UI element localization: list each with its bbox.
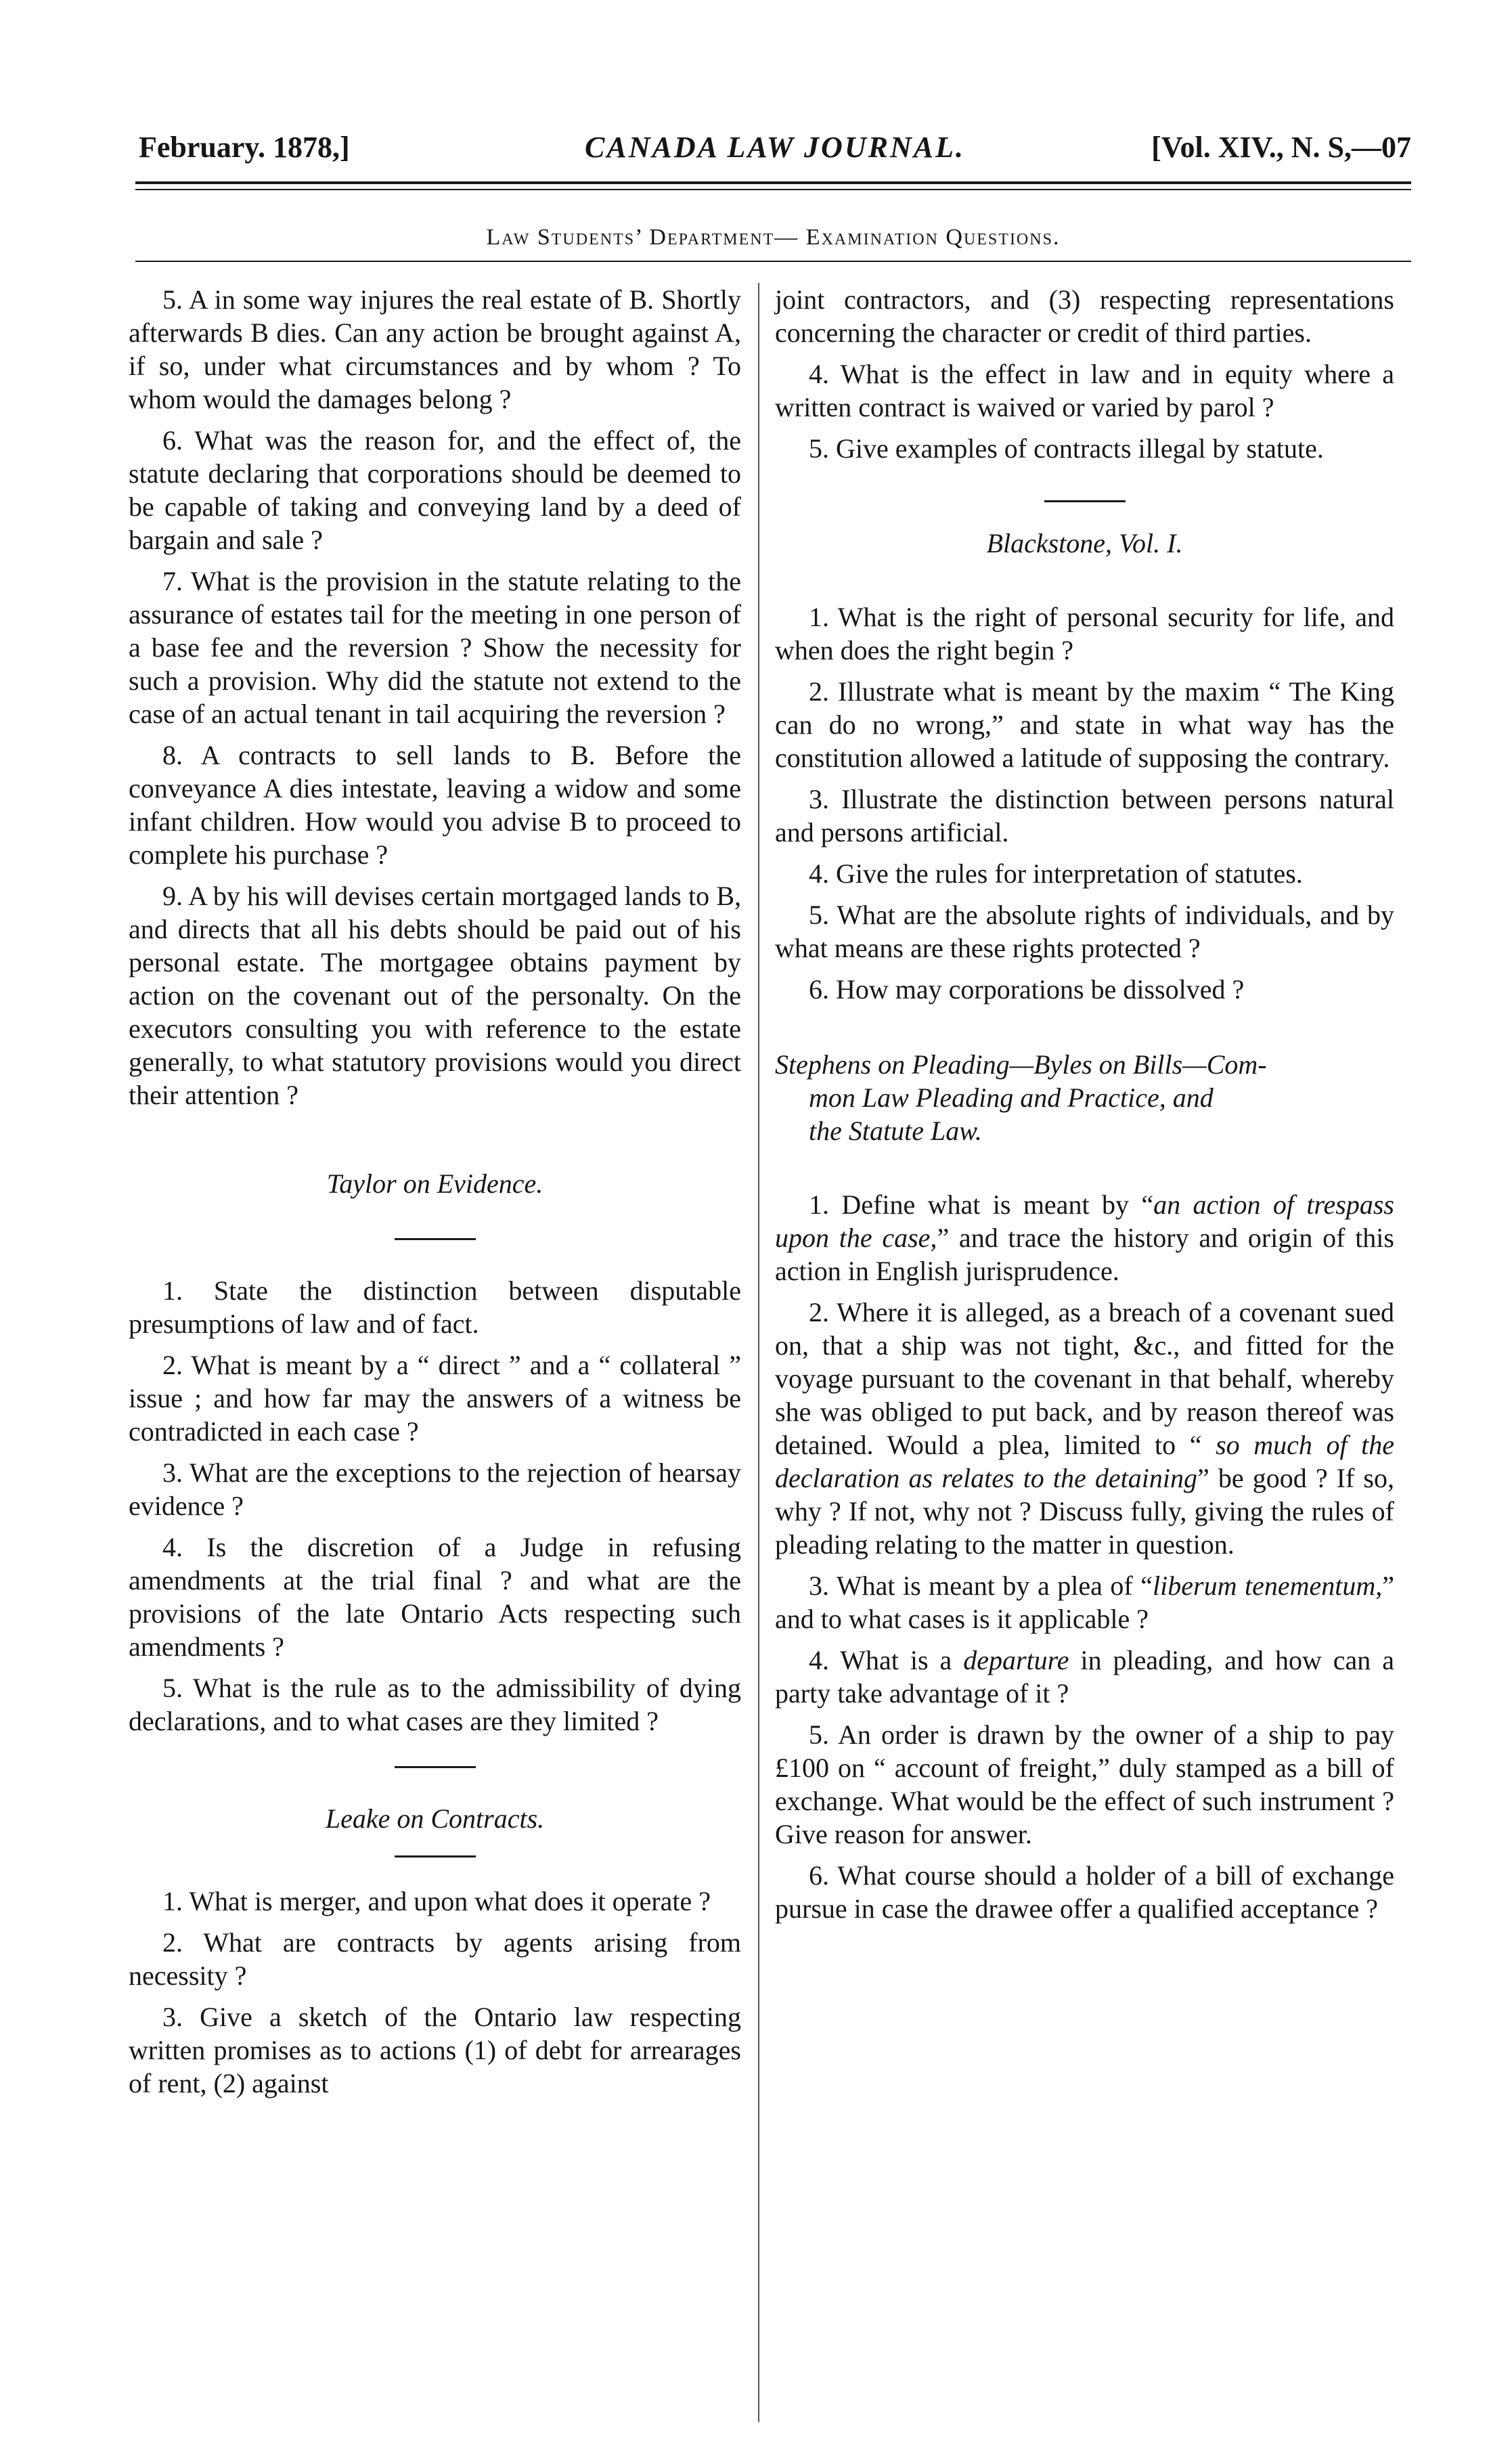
question: 5. What are the absolute rights of individuals, and by what means are these rights protected ? [775,900,1394,963]
question: 3. Give a sketch of the Ontario law respecting written promises as to actions (1) of debt for arrearages of rent, (2) against [129,2002,742,2098]
journal-title: CANADA LAW JOURNAL. [585,131,965,164]
question: 4. What is a departure in pleading, and how can a party take advantage of it ? [775,1645,1395,1709]
department-heading: Law Students’ Department— Examination Questions. [486,225,1061,250]
volume-page: [Vol. XIV., N. S,—07 [1151,131,1411,164]
question: 3. Illustrate the distinction between persons natural and persons artificial. [775,784,1394,848]
question: 4. Is the discretion of a Judge in refusing amendments at the trial final ? and what are the provisions of the late Ontario Acts respecting such amendments ? [129,1532,742,1662]
section-title-taylor: Taylor on Evidence. [326,1168,543,1199]
right-column [775,283,1394,2414]
question: 6. How may corporations be dissolved ? [809,974,1245,1005]
header-rule-thin [135,189,1411,190]
section-title-leake: Leake on Contracts. [325,1803,545,1834]
left-column [129,283,741,2414]
question: 1. Define what is meant by “an action of trespass upon the case,” and trace the history and origin of this action in English jurisprudence. [775,1189,1395,1286]
question: 5. An order is drawn by the owner of a ship to pay £100 on “ account of freight,” duly stamped as a bill of exchange. What would be the effect of such instrument ? Give reason for answer. [775,1719,1394,1849]
subheader-rule [135,261,1411,262]
question: 2. What are contracts by agents arising from necessity ? [129,1927,741,1991]
question: 6. What course should a holder of a bill of exchange pursue in case the drawee offer a qualified acceptance ? [775,1860,1395,1924]
column-divider [758,283,759,2422]
question: 2. What is meant by a “ direct ” and a “ collateral ” issue ; and how far may the answers of a witness be contradicted in each case ? [129,1350,742,1447]
question: 8. A contracts to sell lands to B. Before the conveyance A dies intestate, leaving a widow and some infant children. How would you advise B to proceed to complete his purchase ? [129,740,741,870]
question: 5. A in some way injures the real estate of B. Shortly afterwards B dies. Can any action be brought against A, if so, under what circumstances and by whom ? To whom would the damages belong ? [129,284,742,414]
question: 3. What are the exceptions to the rejection of hearsay evidence ? [129,1457,742,1521]
section-title-stephens: Stephens on Pleading—Byles on Bills—Com- mon Law Pleading and Practice, and the Statute Law. [775,1049,1267,1146]
question: 5. Give examples of contracts illegal by statute. [809,433,1324,464]
question: 2. Where it is alleged, as a breach of a covenant sued on, that a ship was not tight, &c., and fitted for the voyage pursuant to the covenant in that behalf, whereby she was obliged to put back, and by reason thereof was detained. Would a plea, limited to “ so much of the declaration as relates to the detaining” be good ? If so, why ? If not, why not ? Discuss fully, giving the rules of pleading relating to the matter in question. [775,1297,1395,1560]
question: 4. Give the rules for interpretation of statutes. [809,858,1303,889]
header-rule-thick [135,181,1411,184]
question: 1. What is merger, and upon what does it operate ? [162,1886,711,1916]
question: 6. What was the reason for, and the effect of, the statute declaring that corporations should be deemed to be capable of taking and conveying land by a deed of bargain and sale ? [129,425,742,555]
question: 1. State the distinction between disputable presumptions of law and of fact. [129,1275,741,1339]
question: 7. What is the provision in the statute relating to the assurance of estates tail for the meeting in one person of a base fee and the reversion ? Show the necessity for such a provision. Why did the statute not extend to the case of an actual tenant in tail acquiring the reversion ? [129,566,742,729]
question: 9. A by his will devises certain mortgaged lands to B, and directs that all his debts should be paid out of his personal estate. The mortgagee obtains payment by action on the covenant out of the personalty. On the executors consulting you with reference to the estate generally, to what statutory provisions would you direct their attention ? [129,881,742,1110]
question: 4. What is the effect in law and in equity where a written contract is waived or varied by parol ? [775,359,1394,422]
running-header [139,130,1411,177]
question: 1. What is the right of personal security for life, and when does the right begin ? [775,602,1394,665]
question: 5. What is the rule as to the admissibility of dying declarations, and to what cases are they limited ? [129,1673,741,1736]
question: 3. What is meant by a plea of “liberum tenementum,” and to what cases is it applicable ? [775,1570,1395,1634]
section-title-blackstone: Blackstone, Vol. I. [986,528,1183,558]
issue-date: February. 1878,] [139,131,350,164]
question: 2. Illustrate what is meant by the maxim “ The King can do no wrong,” and state in what way has the constitution allowed a latitude of supposing the contrary. [775,676,1395,773]
continued-paragraph: joint contractors, and (3) respecting representations concerning the character or credit of third parties. [775,284,1394,348]
